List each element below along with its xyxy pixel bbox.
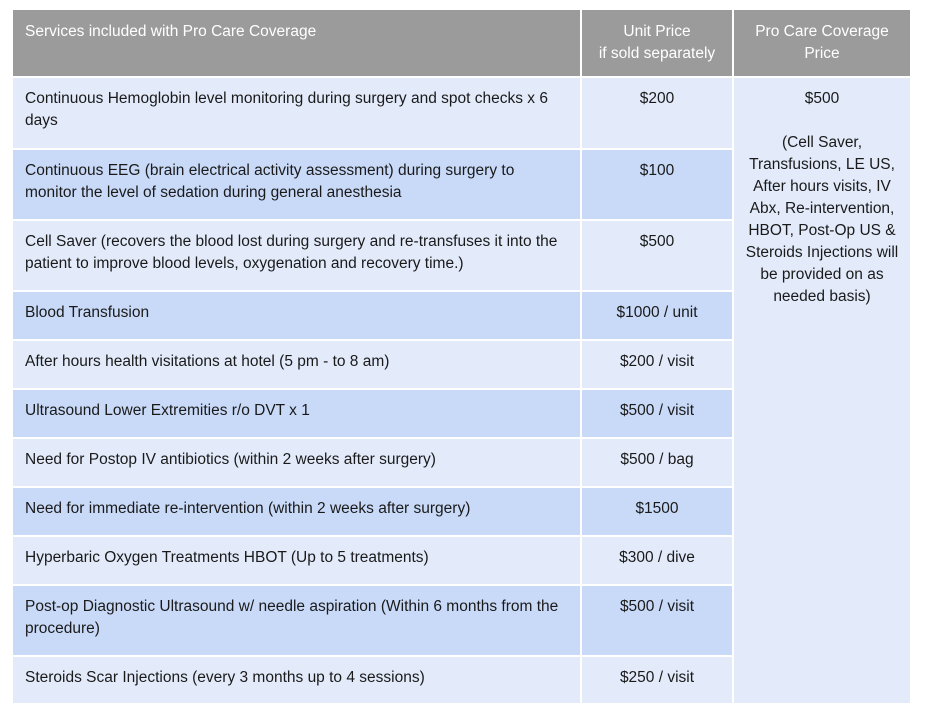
coverage-note: (Cell Saver, Transfusions, LE US, After hours visits, IV Abx, Re-intervention, HBOT, Post-Op US & Steroids Injections will be provided on as needed basis) [745,134,899,305]
unit-price-cell: $500 [582,221,734,292]
service-cell: Hyperbaric Oxygen Treatments HBOT (Up to 5 treatments) [13,537,582,586]
service-cell: After hours health visitations at hotel (5 pm - to 8 am) [13,341,582,390]
service-cell: Continuous EEG (brain electrical activity assessment) during surgery to monitor the level of sedation during general anesthesia [13,150,582,221]
header-unit-price-line2: if sold separately [598,45,716,62]
header-services: Services included with Pro Care Coverage [13,10,582,78]
service-cell: Blood Transfusion [13,292,582,341]
header-coverage-price [734,10,910,78]
service-cell: Cell Saver (recovers the blood lost during surgery and re-transfuses it into the patient to improve blood levels, oxygenation and recovery time.) [13,221,582,292]
service-cell: Need for immediate re-intervention (within 2 weeks after surgery) [13,488,582,537]
service-cell: Ultrasound Lower Extremities r/o DVT x 1 [13,390,582,439]
service-cell: Steroids Scar Injections (every 3 months up to 4 sessions) [13,657,582,705]
unit-price-cell: $1000 / unit [582,292,734,341]
table-header-row [13,10,910,78]
header-coverage-line2: Price [804,45,840,62]
header-coverage-line1: Pro Care Coverage [755,23,889,40]
table-row [13,78,910,150]
unit-price-cell: $200 / visit [582,341,734,390]
unit-price-cell: $250 / visit [582,657,734,705]
coverage-price: $500 [804,90,840,107]
pricing-table-container [13,10,910,705]
coverage-price-cell [734,78,910,705]
unit-price-cell: $200 [582,78,734,150]
service-cell: Continuous Hemoglobin level monitoring during surgery and spot checks x 6 days [13,78,582,150]
service-cell: Need for Postop IV antibiotics (within 2 weeks after surgery) [13,439,582,488]
unit-price-cell: $500 / visit [582,586,734,657]
header-unit-price-line1: Unit Price [623,23,691,40]
unit-price-cell: $500 / visit [582,390,734,439]
unit-price-cell: $300 / dive [582,537,734,586]
unit-price-cell: $500 / bag [582,439,734,488]
pro-care-pricing-table [13,10,910,705]
service-cell: Post-op Diagnostic Ultrasound w/ needle aspiration (Within 6 months from the procedure) [13,586,582,657]
unit-price-cell: $1500 [582,488,734,537]
unit-price-cell: $100 [582,150,734,221]
header-unit-price [582,10,734,78]
